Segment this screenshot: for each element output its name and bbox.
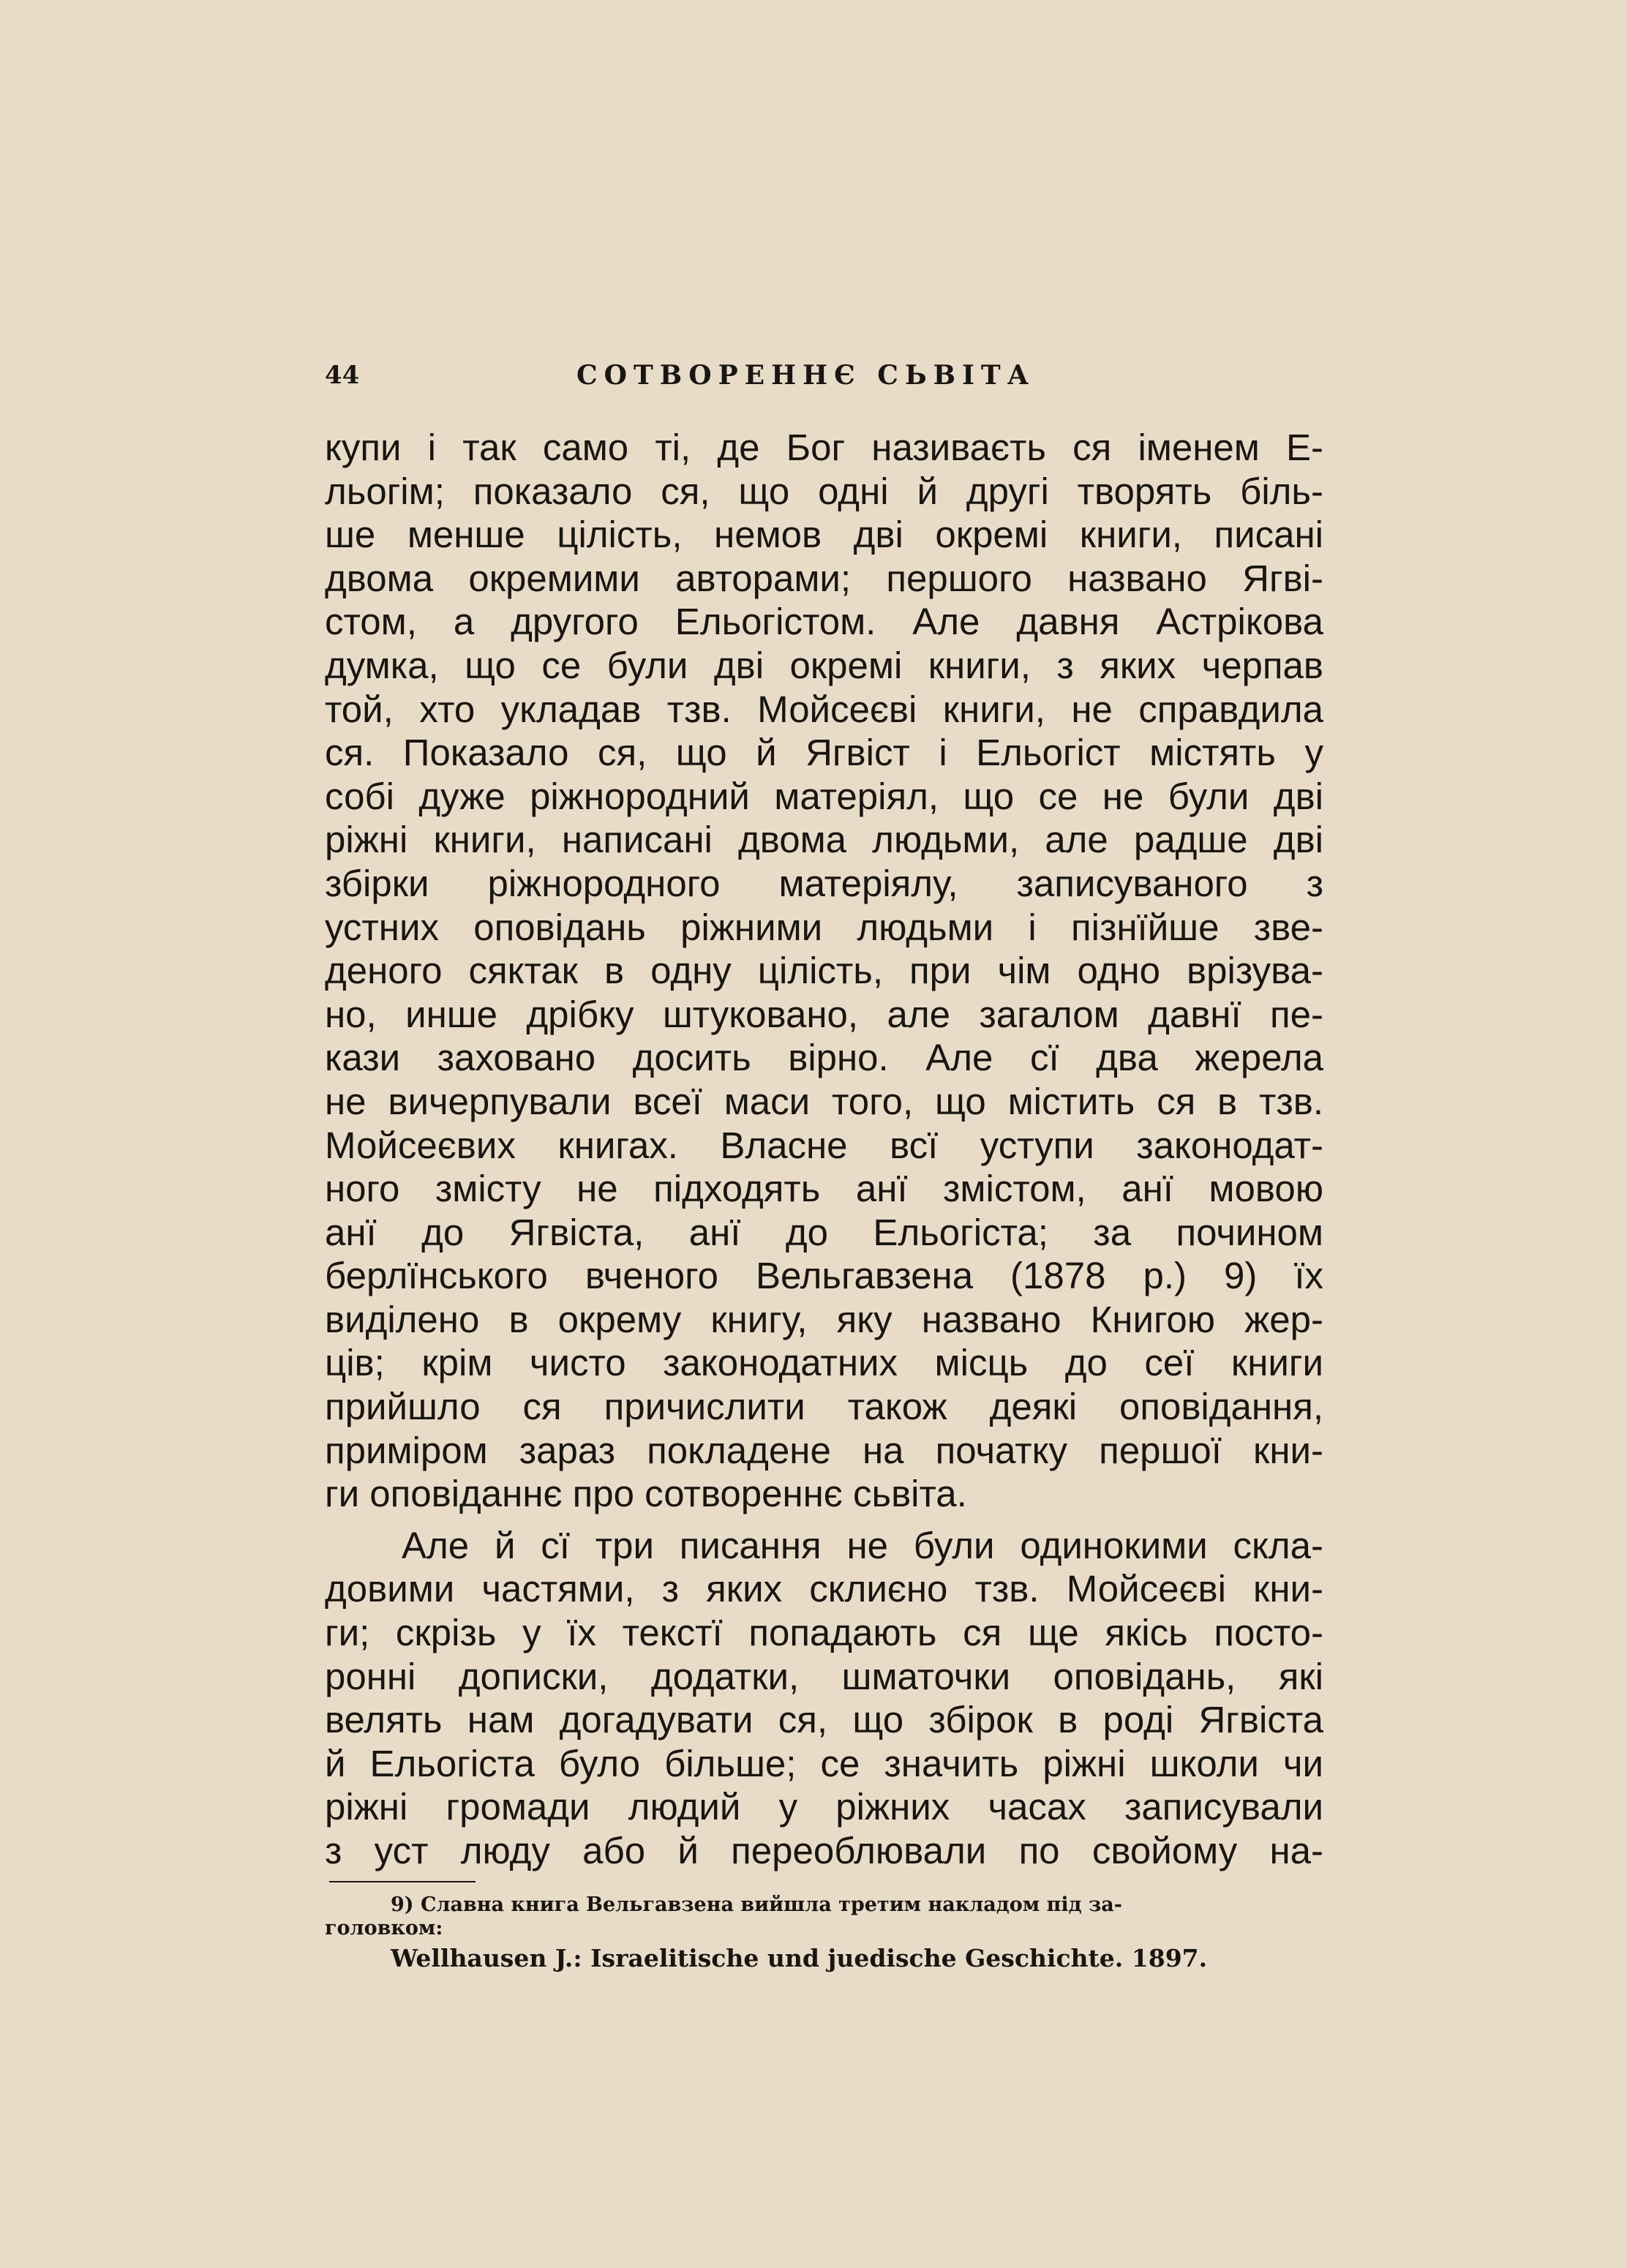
- text-line: ріжні громади людий у ріжних часах записували: [325, 1786, 1323, 1828]
- text-line: довими частями, з яких склиєно тзв. Мойсеєві кни-: [325, 1568, 1323, 1610]
- running-header: [325, 357, 1065, 394]
- text-line: ронні дописки, додатки, шматочки оповідань, які: [325, 1655, 1323, 1697]
- footnote-line: головком:: [325, 1917, 443, 1940]
- text-line: анї до Ягвіста, анї до Ельогіста; за почином: [325, 1211, 1323, 1253]
- text-line: думка, що се були дві окремі книги, з яких черпав: [325, 644, 1323, 686]
- text-line: деного сяктак в одну цілість, при чім одно врізува-: [325, 950, 1323, 992]
- text-line: стом, а другого Ельогістом. Але давня Астрікова: [325, 601, 1323, 643]
- text-line: ся. Показало ся, що й Ягвіст і Ельогіст містять у: [325, 732, 1323, 774]
- running-title: СОТВОРЕННЄ СЬВІТА: [576, 360, 1036, 391]
- text-line: ного змісту не підходять анї змістом, анї мовою: [325, 1168, 1323, 1210]
- text-line: устних оповідань ріжними людьми і пізнїйше зве-: [325, 906, 1323, 948]
- footnote: [325, 1893, 1323, 1972]
- text-line: но, инше дрібку штуковано, але загалом давнї пе-: [325, 993, 1323, 1035]
- text-line: берлїнського вченого Вельгавзена (1878 р.) 9) їх: [325, 1255, 1323, 1297]
- text-line: й Ельогіста було більше; се значить ріжні школи чи: [325, 1742, 1323, 1784]
- main-text: [325, 426, 1323, 1873]
- text-line: Мойсеєвих книгах. Власне всї уступи законодат-: [325, 1124, 1323, 1166]
- text-line: собі дуже ріжнородний матеріял, що се не були дві: [325, 775, 1323, 817]
- text-line: льогім; показало ся, що одні й другі творять біль-: [325, 470, 1323, 512]
- footnote-citation: Wellhausen J.: Israelitische und juedische Geschichte. 1897.: [391, 1944, 1208, 1972]
- text-line: ців; крім чисто законодатних місць до сеї книги: [325, 1342, 1323, 1384]
- text-line: ріжні книги, написані двома людьми, але радше дві: [325, 819, 1323, 861]
- text-line: той, хто укладав тзв. Мойсеєві книги, не справдила: [325, 688, 1323, 730]
- footnote-divider: [329, 1881, 476, 1882]
- text-line: ги; скрізь у їх текстї попадають ся ще якісь посто-: [325, 1612, 1323, 1654]
- text-line: виділено в окрему книгу, яку названо Книгою жер-: [325, 1298, 1323, 1340]
- text-line: з уст люду або й переоблювали по свойому на-: [325, 1830, 1323, 1871]
- page-number: 44: [325, 361, 360, 390]
- text-line: велять нам догадувати ся, що збірок в роді Ягвіста: [325, 1699, 1323, 1741]
- text-line: приміром зараз покладене на початку першої кни-: [325, 1429, 1323, 1471]
- text-line: збірки ріжнородного матеріялу, записуваного з: [325, 862, 1323, 904]
- text-line: прийшло ся причислити також деякі оповідання,: [325, 1386, 1323, 1428]
- text-line: купи і так само ті, де Бог називаєть ся іменем Е-: [325, 427, 1323, 468]
- text-line: ги оповіданнє про сотвореннє сьвіта.: [325, 1473, 967, 1515]
- text-line: не вичерпували всеї маси того, що містить ся в тзв.: [325, 1080, 1323, 1122]
- text-line: ше менше цілість, немов дві окремі книги, писані: [325, 514, 1323, 556]
- footnote-line: 9) Славна книга Вельгавзена вийшла третим накладом під за-: [391, 1893, 1123, 1916]
- text-line: двома окремими авторами; першого названо Ягві-: [325, 557, 1323, 599]
- text-line: кази заховано досить вірно. Але сї два жерела: [325, 1037, 1323, 1079]
- text-line: Але й сї три писання не були одинокими скла-: [402, 1524, 1323, 1566]
